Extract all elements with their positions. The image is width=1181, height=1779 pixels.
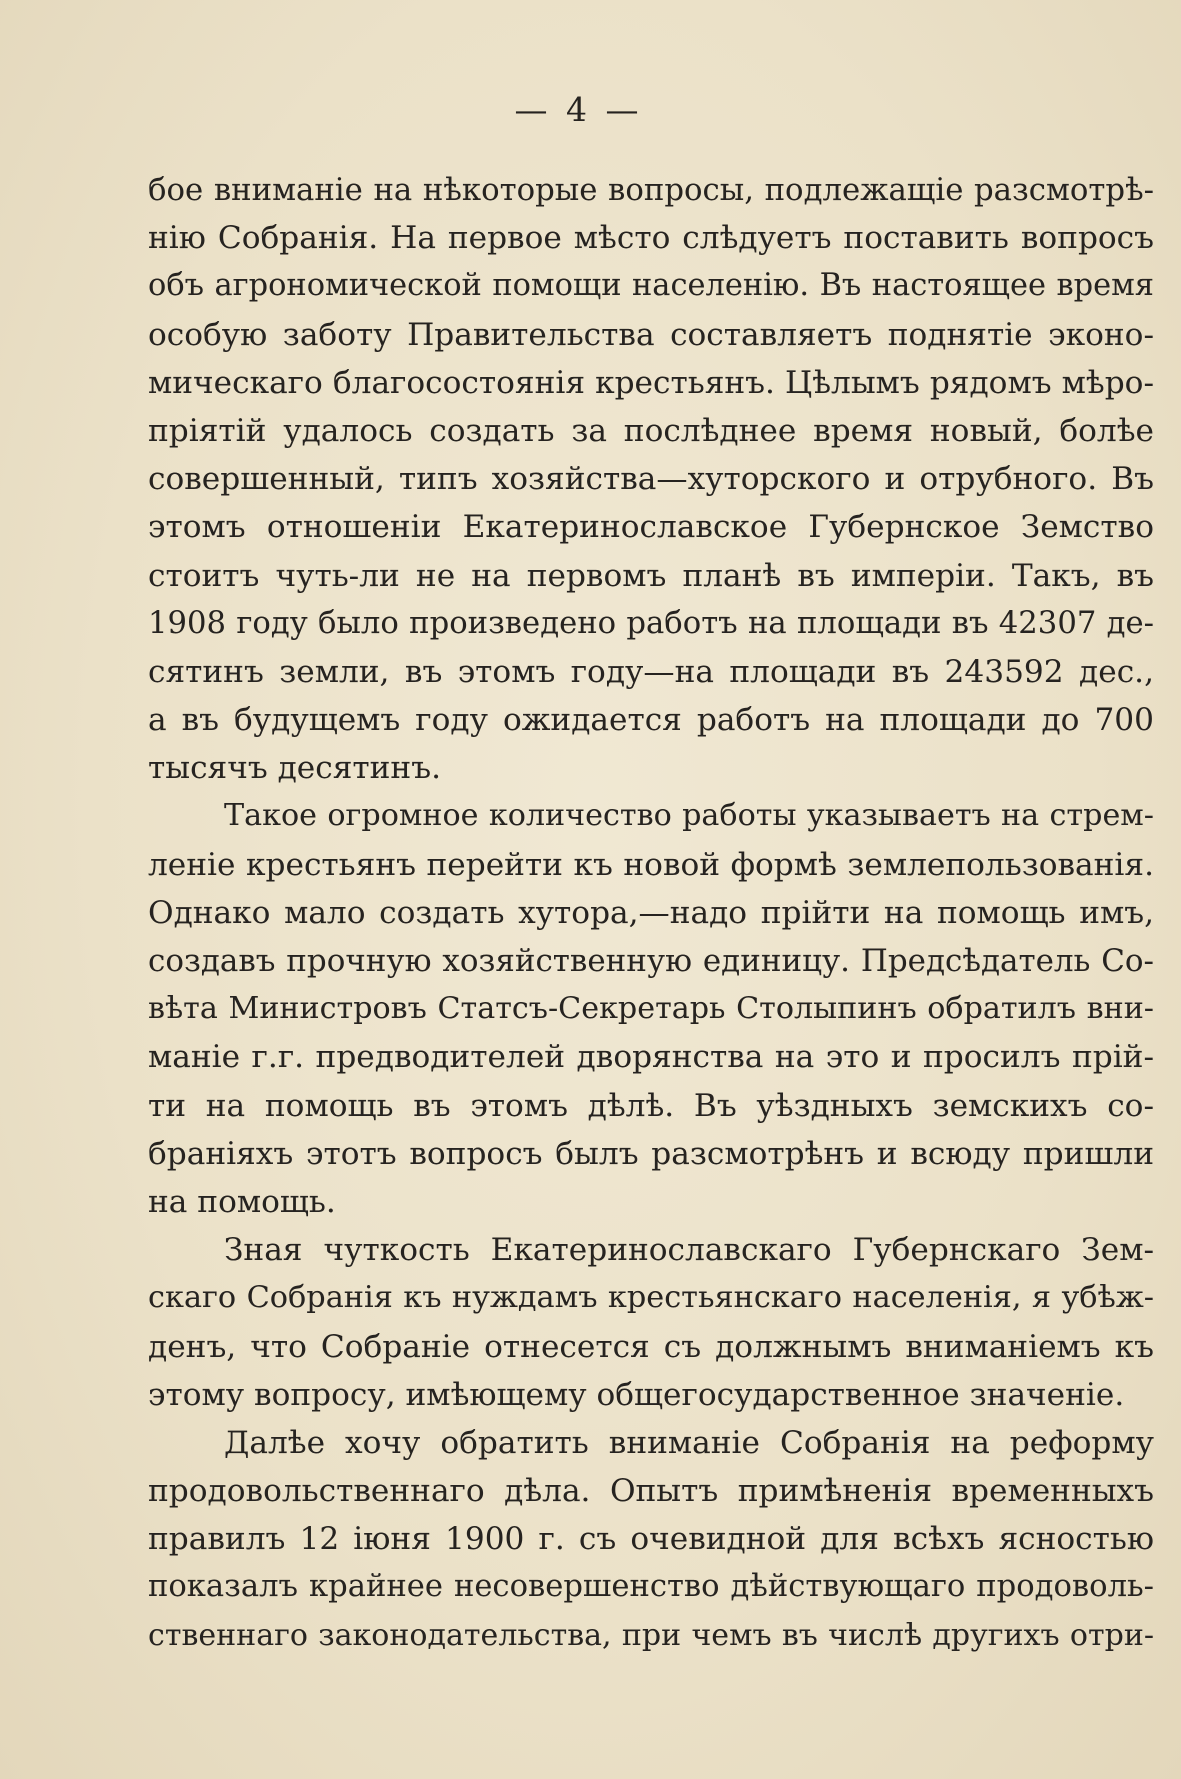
text-line: продовольственнаго дѣла. Опытъ примѣненія временныхъ — [148, 1473, 1154, 1510]
text-line: ственнаго законодательства, при чемъ въ числѣ другихъ отри- — [148, 1617, 1154, 1653]
text-line: объ агрономической помощи населенію. Въ настоящее время — [148, 268, 1154, 304]
text-line: Далѣе хочу обратить вниманіе Собранія на реформу — [224, 1424, 1154, 1461]
text-line: создавъ прочную хозяйственную единицу. Предсѣдатель Со- — [148, 943, 1154, 979]
text-line: леніе крестьянъ перейти къ новой формѣ землепользованія. — [148, 846, 1154, 883]
text-line: пріятій удалось создать за послѣднее время новый, болѣе — [148, 412, 1154, 449]
text-line: тысячъ десятинъ. — [148, 750, 441, 787]
text-line: этому вопросу, имѣющему общегосударственное значеніе. — [148, 1376, 1125, 1413]
text-line: правилъ 12 іюня 1900 г. съ очевидной для всѣхъ ясностью — [148, 1521, 1154, 1558]
text-line: бое вниманіе на нѣкоторые вопросы, подлежащіе разсмотрѣ- — [148, 172, 1154, 208]
text-line: ти на помощь въ этомъ дѣлѣ. Въ уѣздныхъ земскихъ со- — [148, 1087, 1154, 1124]
text-line: этомъ отношеніи Екатеринославское Губернское Земство — [148, 509, 1154, 546]
body-text — [148, 166, 1154, 1660]
text-line: скаго Собранія къ нуждамъ крестьянскаго населенія, я убѣж- — [148, 1280, 1154, 1316]
text-line: совершенный, типъ хозяйства—хуторского и отрубного. Въ — [148, 461, 1154, 498]
text-line: мическаго благосостоянія крестьянъ. Цѣлымъ рядомъ мѣро- — [148, 364, 1154, 401]
text-line: Такое огромное количество работы указываетъ на стрем- — [224, 798, 1154, 834]
text-line: вѣта Министровъ Статсъ-Секретарь Столыпинъ обратилъ вни- — [148, 991, 1154, 1027]
text-line: Зная чуткость Екатеринославскаго Губернскаго Зем- — [224, 1232, 1154, 1269]
text-line: показалъ крайнее несовершенство дѣйствующаго продоволь- — [148, 1569, 1154, 1605]
text-line: маніе г.г. предводителей дворянства на это и просилъ прій- — [148, 1039, 1154, 1076]
page-number: — 4 — — [514, 90, 643, 129]
text-line: а въ будущемъ году ожидается работъ на площади до 700 — [148, 702, 1154, 739]
text-line: 1908 году было произведено работъ на площади въ 42307 де- — [148, 605, 1154, 641]
text-line: сятинъ земли, въ этомъ году—на площади въ 243592 дес., — [148, 653, 1154, 690]
text-line: Однако мало создать хутора,—надо прійти на помощь имъ, — [148, 894, 1154, 931]
text-line: денъ, что Собраніе отнесется съ должнымъ вниманіемъ къ — [148, 1328, 1154, 1365]
text-line: на помощь. — [148, 1183, 336, 1220]
text-line: браніяхъ этотъ вопросъ былъ разсмотрѣнъ и всюду пришли — [148, 1135, 1154, 1172]
text-line: нію Собранія. На первое мѣсто слѣдуетъ поставить вопросъ — [148, 220, 1154, 257]
text-line: особую заботу Правительства составляетъ поднятіе эконо- — [148, 316, 1154, 353]
text-line: стоитъ чуть-ли не на первомъ планѣ въ имперіи. Такъ, въ — [148, 557, 1154, 594]
